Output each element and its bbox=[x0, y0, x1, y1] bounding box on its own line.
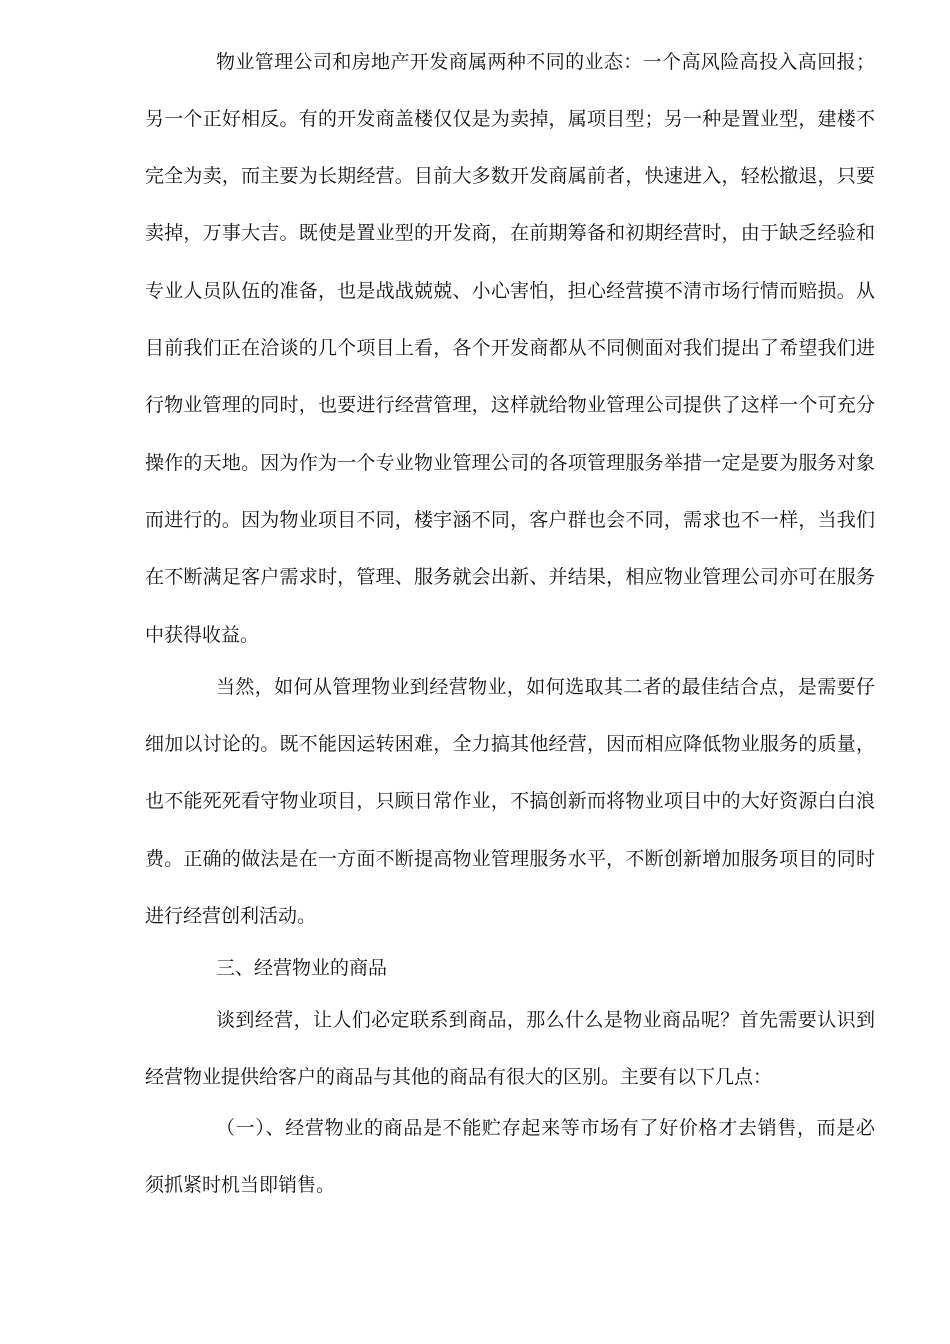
paragraph-4-line-1: （一）、经营物业的商品是不能贮存起来等市场有了好价格才去销售，而是必 bbox=[216, 1117, 875, 1139]
paragraph-1-line-3: 完全为卖，而主要为长期经营。目前大多数开发商属前者，快速进入，轻松撤退，只要 bbox=[145, 165, 875, 187]
paragraph-1-line-2: 另一个正好相反。有的开发商盖楼仅仅是为卖掉，属项目型；另一种是置业型，建楼不 bbox=[145, 108, 875, 130]
paragraph-1-line-4: 卖掉，万事大吉。既使是置业型的开发商，在前期筹备和初期经营时，由于缺乏经验和 bbox=[145, 222, 875, 244]
paragraph-4-line-2: 须抓紧时机当即销售。 bbox=[145, 1174, 336, 1196]
section-heading: 三、经营物业的商品 bbox=[216, 957, 388, 979]
paragraph-1-line-1: 物业管理公司和房地产开发商属两种不同的业态：一个高风险高投入高回报； bbox=[216, 51, 875, 73]
paragraph-2-line-3: 也不能死死看守物业项目，只顾日常作业，不搞创新而将物业项目中的大好资源白白浪 bbox=[145, 790, 875, 812]
paragraph-1-line-11: 中获得收益。 bbox=[145, 624, 260, 646]
paragraph-1-line-5: 专业人员队伍的准备，也是战战兢兢、小心害怕，担心经营摸不清市场行情而赔损。从 bbox=[145, 280, 875, 302]
paragraph-3-line-2: 经营物业提供给客户的商品与其他的商品有很大的区别。主要有以下几点： bbox=[145, 1066, 773, 1088]
paragraph-1-line-8: 操作的天地。因为作为一个专业物业管理公司的各项管理服务举措一定是要为服务对象 bbox=[145, 452, 875, 474]
paragraph-1-line-9: 而进行的。因为物业项目不同，楼宇涵不同，客户群也会不同，需求也不一样，当我们 bbox=[145, 509, 875, 531]
paragraph-2-line-4: 费。正确的做法是在一方面不断提高物业管理服务水平，不断创新增加服务项目的同时 bbox=[145, 848, 875, 870]
paragraph-1-line-7: 行物业管理的同时，也要进行经营管理，这样就给物业管理公司提供了这样一个可充分 bbox=[145, 394, 875, 416]
paragraph-2-line-1: 当然，如何从管理物业到经营物业，如何选取其二者的最佳结合点，是需要仔 bbox=[216, 676, 875, 698]
paragraph-1-line-10: 在不断满足客户需求时，管理、服务就会出新、并结果，相应物业管理公司亦可在服务 bbox=[145, 566, 875, 588]
paragraph-1-line-6: 目前我们正在洽谈的几个项目上看，各个开发商都从不同侧面对我们提出了希望我们进 bbox=[145, 337, 875, 359]
paragraph-2-line-5: 进行经营创利活动。 bbox=[145, 905, 317, 927]
paragraph-3-line-1: 谈到经营，让人们必定联系到商品，那么什么是物业商品呢？首先需要认识到 bbox=[216, 1009, 875, 1031]
paragraph-2-line-2: 细加以讨论的。既不能因运转困难，全力搞其他经营，因而相应降低物业服务的质量， bbox=[145, 733, 875, 755]
